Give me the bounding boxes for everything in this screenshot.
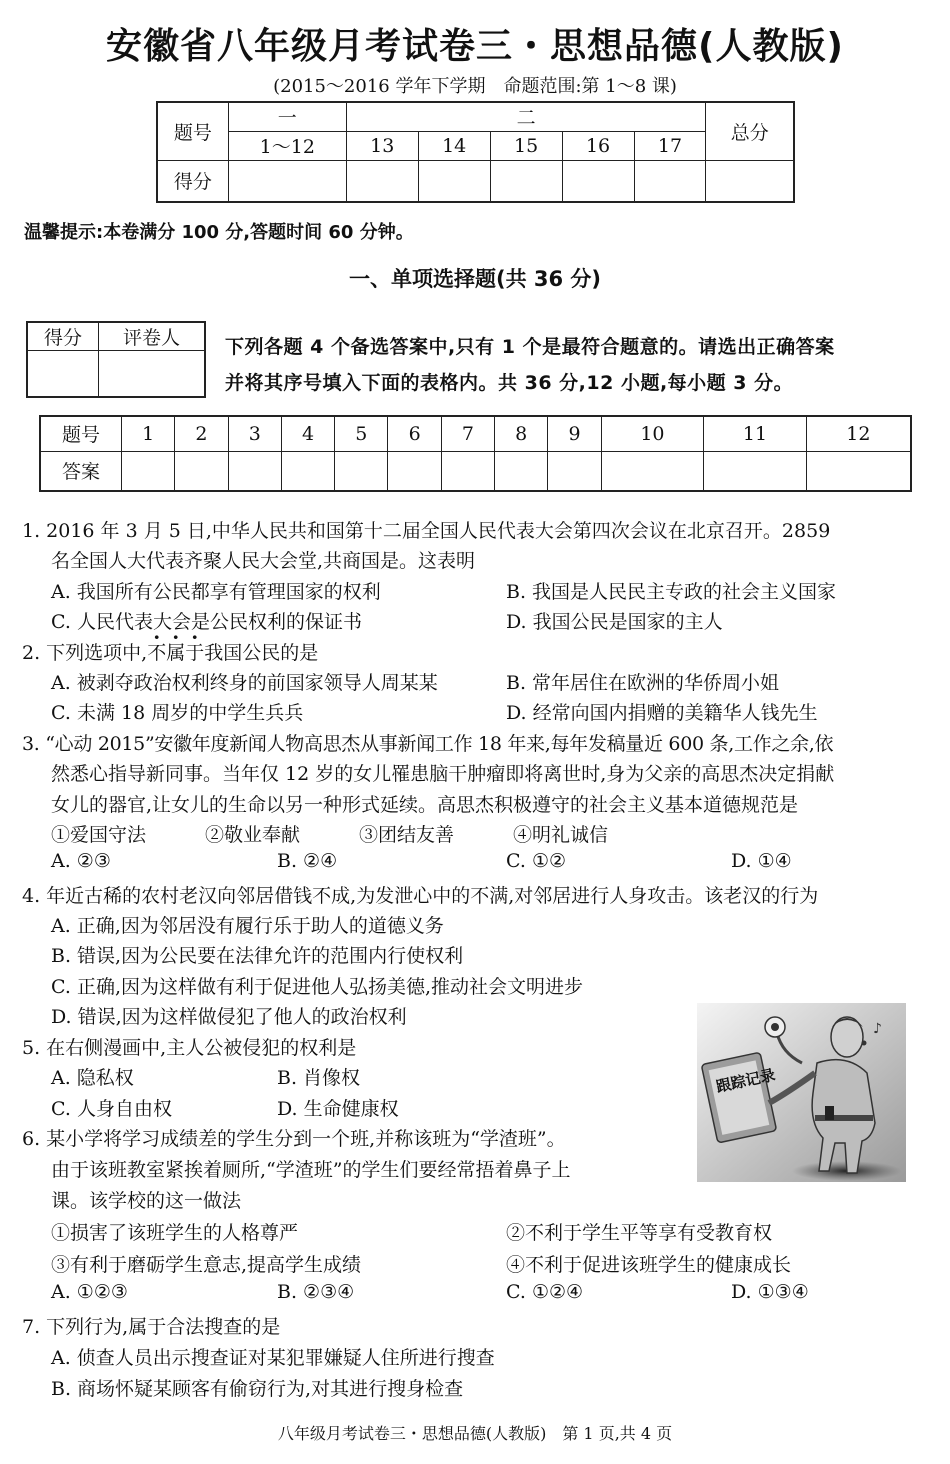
answer-table-tihao: 题号: [40, 416, 122, 451]
score-cell[interactable]: [418, 160, 490, 202]
answer-num: 2: [175, 416, 228, 451]
score-col: 1～12: [228, 131, 346, 160]
q5-stem-line: 5. 在右侧漫画中,主人公被侵犯的权利是: [22, 1037, 357, 1059]
q3-statement-3: ③团结友善: [359, 824, 455, 846]
q3-stem-line: 然悉心指导新同事。当年仅 12 岁的女儿罹患脑干肿瘤即将离世时,身为父亲的高思杰决定捐献: [51, 763, 835, 785]
score-col: 15: [490, 131, 562, 160]
q6-option-b: B. ②③④: [277, 1281, 355, 1303]
answer-cell[interactable]: [228, 451, 281, 491]
answer-num: 9: [548, 416, 601, 451]
score-col: 13: [346, 131, 418, 160]
q6-stem-line: 由于该班教室紧挨着厕所,“学渣班”的学生们要经常捂着鼻子上: [51, 1159, 571, 1181]
answer-cell[interactable]: [335, 451, 388, 491]
q2-stem-post: 我国公民的是: [204, 642, 319, 664]
q1-option-d: D. 我国公民是国家的主人: [506, 611, 723, 633]
q2-option-c: C. 未满 18 周岁的中学生兵兵: [51, 702, 304, 724]
grader-score-label: 得分: [27, 322, 99, 351]
grader-name-cell[interactable]: [99, 351, 206, 397]
score-cell[interactable]: [490, 160, 562, 202]
q2-option-b: B. 常年居住在欧洲的华侨周小姐: [506, 672, 780, 694]
q3-statement-4: ④明礼诚信: [513, 824, 609, 846]
answer-cell[interactable]: [806, 451, 911, 491]
q4-option-a: A. 正确,因为邻居没有履行乐于助人的道德义务: [51, 915, 444, 937]
score-table-part2: 二: [346, 102, 706, 131]
q7-option-a: A. 侦查人员出示搜查证对某犯罪嫌疑人住所进行搜查: [51, 1347, 495, 1369]
q5-option-c: C. 人身自由权: [51, 1098, 172, 1120]
page-footer: 八年级月考试卷三・思想品德(人教版) 第 1 页,共 4 页: [277, 1424, 673, 1443]
answer-num: 7: [441, 416, 494, 451]
score-cell[interactable]: [228, 160, 346, 202]
score-cell[interactable]: [634, 160, 706, 202]
answer-cell[interactable]: [388, 451, 441, 491]
q3-option-c: C. ①②: [506, 850, 567, 872]
answer-num: 5: [335, 416, 388, 451]
q1-option-c: C. 人民代表大会是公民权利的保证书: [51, 611, 362, 633]
score-table-tihao: 题号: [157, 102, 228, 160]
answer-cell[interactable]: [548, 451, 601, 491]
answer-cell[interactable]: [704, 451, 807, 491]
q2-emphasis-char: 不: [147, 642, 167, 664]
q3-statement-1: ①爱国守法: [51, 824, 147, 846]
q4-option-d: D. 错误,因为这样做侵犯了他人的政治权利: [51, 1006, 407, 1028]
q2-option-d: D. 经常向国内捐赠的美籍华人钱先生: [506, 702, 818, 724]
score-col: 16: [562, 131, 634, 160]
instruction-line-1: 下列各题 4 个备选答案中,只有 1 个是最符合题意的。请选出正确答案: [225, 336, 835, 358]
q5-option-b: B. 肖像权: [277, 1067, 361, 1089]
exam-title: 安徽省八年级月考试卷三・思想品德(人教版): [106, 26, 844, 67]
q6-option-d: D. ①③④: [731, 1281, 809, 1303]
cartoon-label: 跟踪记录: [714, 1065, 777, 1096]
answer-table: [39, 415, 912, 492]
grader-score-cell[interactable]: [27, 351, 99, 397]
answer-cell[interactable]: [441, 451, 494, 491]
answer-num: 1: [122, 416, 175, 451]
answer-num: 11: [704, 416, 807, 451]
q4-option-c: C. 正确,因为这样做有利于促进他人弘扬美德,推动社会文明进步: [51, 976, 584, 998]
q3-stem-line: 女儿的器官,让女儿的生命以另一种形式延续。高思杰积极遵守的社会主义基本道德规范是: [51, 794, 799, 816]
q5-option-d: D. 生命健康权: [277, 1098, 399, 1120]
answer-num: 8: [495, 416, 548, 451]
answer-num: 4: [281, 416, 334, 451]
q4-stem-line: 4. 年近古稀的农村老汉向邻居借钱不成,为发泄心中的不满,对邻居进行人身攻击。该老汉的行为: [22, 885, 819, 907]
q2-emphasis-char: 属: [166, 642, 186, 664]
score-table-defen: 得分: [157, 160, 228, 202]
q5-option-a: A. 隐私权: [51, 1067, 134, 1089]
score-table-total: 总分: [706, 102, 794, 160]
q1-option-b: B. 我国是人民民主专政的社会主义国家: [506, 581, 837, 603]
q6-statement-3: ③有利于磨砺学生意志,提高学生成绩: [51, 1254, 362, 1276]
answer-table-daan: 答案: [40, 451, 122, 491]
q6-option-a: A. ①②③: [51, 1281, 128, 1303]
q1-option-a: A. 我国所有公民都享有管理国家的权利: [51, 581, 381, 603]
score-cell[interactable]: [346, 160, 418, 202]
answer-num: 3: [228, 416, 281, 451]
svg-text:♪: ♪: [873, 1021, 882, 1037]
score-table: [156, 101, 795, 203]
grader-name-label: 评卷人: [99, 322, 206, 351]
q6-statement-4: ④不利于促进该班学生的健康成长: [506, 1254, 792, 1276]
q6-stem-line: 课。该学校的这一做法: [51, 1190, 242, 1212]
score-table-part1: 一: [228, 102, 346, 131]
q2-option-a: A. 被剥夺政治权利终身的前国家领导人周某某: [51, 672, 438, 694]
exam-subtitle: (2015～2016 学年下学期 命题范围:第 1～8 课): [273, 76, 677, 97]
score-col: 17: [634, 131, 706, 160]
instruction-line-2: 并将其序号填入下面的表格内。共 36 分,12 小题,每小题 3 分。: [225, 372, 794, 394]
tip-text: 温馨提示:本卷满分 100 分,答题时间 60 分钟。: [24, 222, 414, 243]
score-cell[interactable]: [706, 160, 794, 202]
q7-option-b: B. 商场怀疑某顾客有偷窃行为,对其进行搜身检查: [51, 1378, 464, 1400]
q3-option-b: B. ②④: [277, 850, 338, 872]
q1-stem-line: 1. 2016 年 3 月 5 日,中华人民共和国第十二届全国人民代表大会第四次会议在北京召开。2859: [22, 520, 831, 542]
q2-stem-line: [22, 638, 318, 665]
q7-stem-line: 7. 下列行为,属于合法搜查的是: [22, 1316, 281, 1338]
q6-statement-1: ①损害了该班学生的人格尊严: [51, 1222, 299, 1244]
q6-stem-line: 6. 某小学将学习成绩差的学生分到一个班,并称该班为“学渣班”。: [22, 1128, 566, 1150]
q6-statement-2: ②不利于学生平等享有受教育权: [506, 1222, 773, 1244]
q1-stem-line: 名全国人大代表齐聚人民大会堂,共商国是。这表明: [51, 550, 476, 572]
answer-cell[interactable]: [601, 451, 704, 491]
answer-num: 10: [601, 416, 704, 451]
score-col: 14: [418, 131, 490, 160]
section-title: 一、单项选择题(共 36 分): [348, 267, 602, 291]
answer-cell[interactable]: [495, 451, 548, 491]
answer-cell[interactable]: [122, 451, 175, 491]
q4-option-b: B. 错误,因为公民要在法律允许的范围内行使权利: [51, 945, 464, 967]
q3-statement-2: ②敬业奉献: [205, 824, 301, 846]
q2-stem-pre: 2. 下列选项中,: [22, 642, 148, 664]
q2-emphasis-char: 于: [185, 642, 205, 664]
q3-option-d: D. ①④: [731, 850, 792, 872]
cartoon-illustration: [697, 1003, 906, 1182]
q3-option-a: A. ②③: [51, 850, 111, 872]
answer-num: 12: [806, 416, 911, 451]
answer-num: 6: [388, 416, 441, 451]
q3-stem-line: 3. “心动 2015”安徽年度新闻人物高思杰从事新闻工作 18 年来,每年发稿量近 600 条,工作之余,依: [22, 733, 834, 755]
grader-box: [26, 321, 206, 398]
answer-cell[interactable]: [281, 451, 334, 491]
answer-cell[interactable]: [175, 451, 228, 491]
q6-option-c: C. ①②④: [506, 1281, 584, 1303]
score-cell[interactable]: [562, 160, 634, 202]
